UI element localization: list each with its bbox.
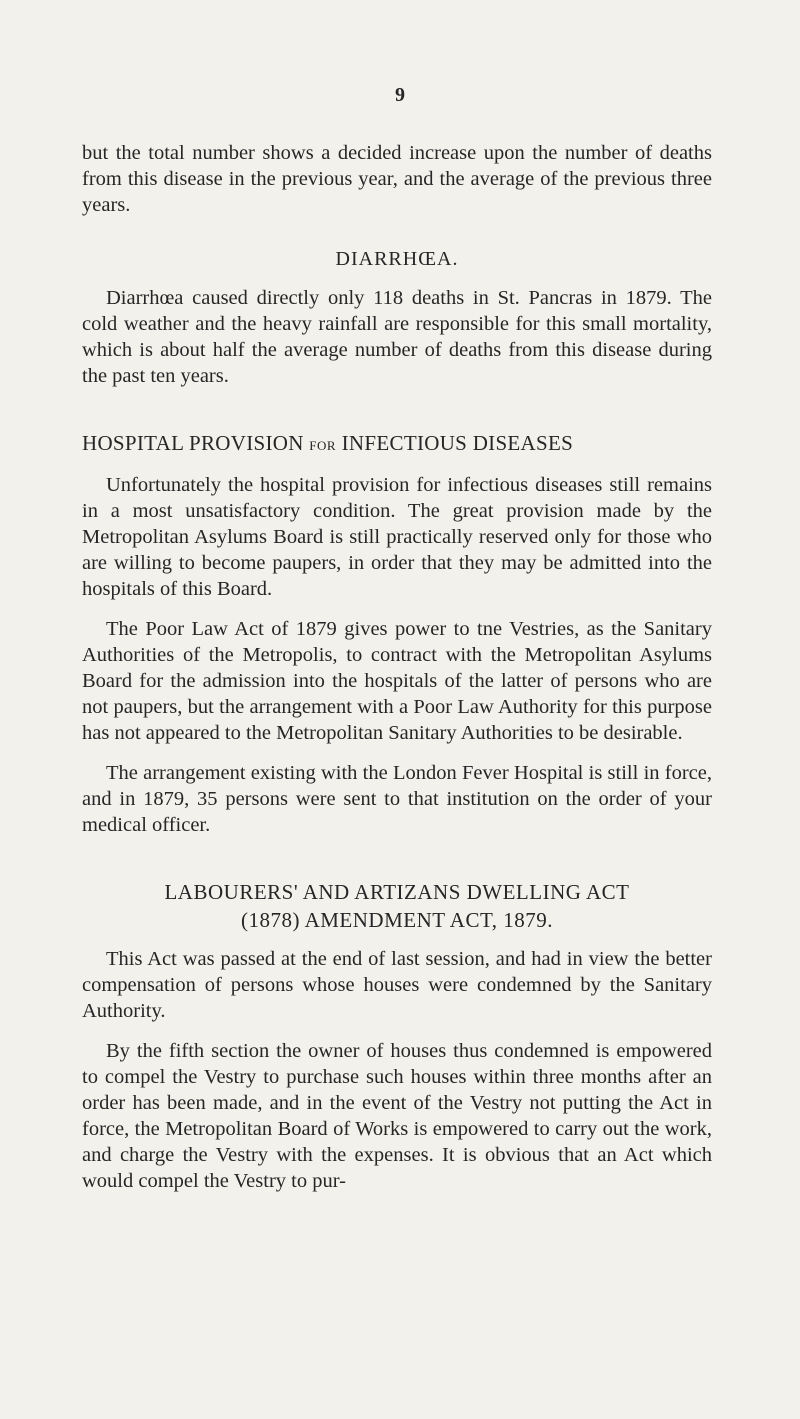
hospital-provision-heading	[82, 431, 712, 456]
hospital-heading-part2: INFECTIOUS DISEASES	[341, 431, 574, 455]
hospital-heading-part1: HOSPITAL PROVISION	[82, 431, 304, 455]
diarrhoea-paragraph: Diarrhœa caused directly only 118 deaths in St. Pancras in 1879. The cold weather and the heavy rainfall are responsible for this small mortality, which is about half the average number of deaths from this disease during the past ten years.	[82, 287, 712, 387]
labourers-paragraph-1: This Act was passed at the end of last session, and had in view the better compensation of persons whose houses were condemned by the Sanitary Authority.	[82, 948, 712, 1022]
labourers-paragraph-2: By the fifth section the owner of houses thus condemned is empowered to compel the Vestry to purchase such houses within three months after an order has been made, and in the event of the Vestry not putting the Act in force, the Metropolitan Board of Works is empowered to carry out the work, and charge the Vestry with the expenses. It is obvious that an Act which would compel the Vestry to pur-	[82, 1040, 712, 1192]
page-number: 9	[395, 84, 405, 106]
diarrhoea-heading: DIARRHŒA.	[335, 248, 459, 270]
intro-paragraph: but the total number shows a decided increase upon the number of deaths from this disease in the previous year, and the average of the previous three years.	[82, 142, 712, 216]
labourers-act-heading	[82, 878, 712, 934]
hospital-heading-for: FOR	[309, 438, 337, 453]
hospital-paragraph-3: The arrangement existing with the London Fever Hospital is still in force, and in 1879, 35 persons were sent to that institution on the order of your medical officer.	[82, 762, 712, 836]
page-content	[82, 140, 712, 1194]
hospital-paragraph-2: The Poor Law Act of 1879 gives power to tne Vestries, as the Sanitary Authorities of the Metropolis, to contract with the Metropolitan Asylums Board for the admission into the hospitals of the latter of persons who are not paupers, but the arrangement with a Poor Law Authority for this purpose has not appeared to the Metropolitan Sanitary Authorities to be desirable.	[82, 618, 712, 744]
labourers-heading-line1: LABOURERS' AND ARTIZANS DWELLING ACT	[164, 880, 630, 904]
hospital-paragraph-1: Unfortunately the hospital provision for infectious diseases still remains in a most unsatisfactory condition. The great provision made by the Metropolitan Asylums Board is still practically reserved only for those who are willing to become paupers, in order that they may be admitted into the hospitals of this Board.	[82, 474, 712, 600]
labourers-heading-line2: (1878) AMENDMENT ACT, 1879.	[241, 908, 553, 932]
